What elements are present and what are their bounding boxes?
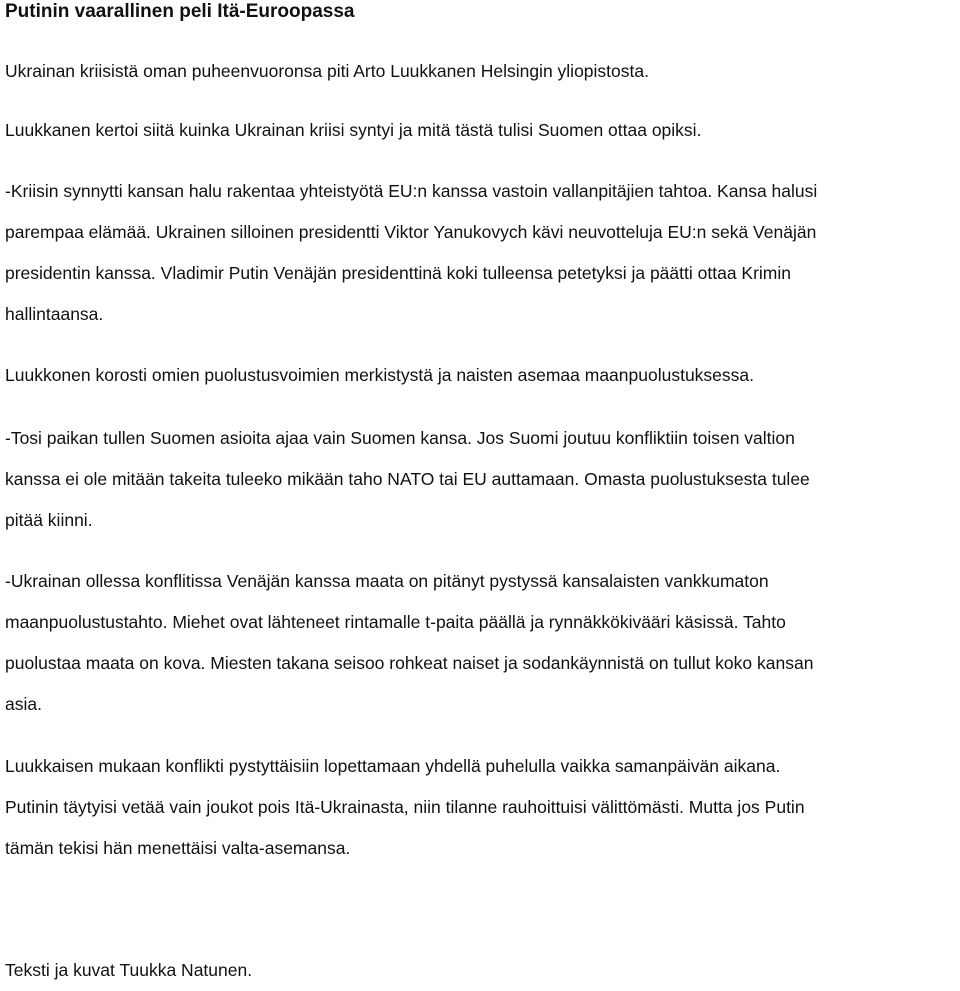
text-line: pitää kiinni. [5,510,93,530]
text-line: Luukkonen korosti omien puolustusvoimien merkistystä ja naisten asemaa maanpuolustuksessa. [5,365,755,385]
text-line: maanpuolustustahto. Miehet ovat lähteneet rintamalle t-paita päällä ja rynnäkkökivääri käsissä. Tahto [5,612,786,632]
text-line: -Kriisin synnytti kansan halu rakentaa yhteistyötä EU:n kanssa vastoin vallanpitäjien tahtoa. Kansa halusi [5,181,818,201]
text-line: parempaa elämää. Ukrainen silloinen presidentti Viktor Yanukovych kävi neuvotteluja EU:n sekä Venäjän [5,222,817,242]
text-line: Teksti ja kuvat Tuukka Natunen. [5,960,253,980]
text-line: asia. [5,694,42,714]
paragraph-will-to-defend [5,561,813,725]
text-line: hallintaansa. [5,304,104,324]
text-line: Luukkanen kertoi siitä kuinka Ukrainan kriisi syntyi ja mitä tästä tulisi Suomen ottaa opiksi. [5,120,702,140]
paragraph-conflict-end [5,746,805,869]
text-line: Luukkaisen mukaan konflikti pystyttäisiin lopettamaan yhdellä puhelulla vaikka samanpäivän aikana. [5,756,781,776]
paragraph-crisis [5,171,817,335]
text-line: kanssa ei ole mitään takeita tuleeko mikään taho NATO tai EU auttamaan. Omasta puolustuksesta tulee [5,469,810,489]
document-title: Putinin vaarallinen peli Itä-Euroopassa [5,1,355,22]
text-line: tämän tekisi hän menettäisi valta-asemansa. [5,838,351,858]
paragraph-defense [5,355,754,396]
paragraph-credits [5,950,252,991]
paragraph-intro [5,51,649,92]
text-line: puolustaa maata on kova. Miesten takana seisoo rohkeat naiset ja sodankäynnistä on tullut koko kansan [5,653,814,673]
text-line: Putinin täytyisi vetää vain joukot pois Itä-Ukrainasta, niin tilanne rauhoittuisi välittömästi. Mutta jos Putin [5,797,805,817]
paragraph-summary [5,110,701,151]
text-line: -Ukrainan ollessa konflitissa Venäjän kanssa maata on pitänyt pystyssä kansalaisten vankkumaton [5,571,769,591]
paragraph-sovereignty [5,418,810,541]
text-line: Ukrainan kriisistä oman puheenvuoronsa piti Arto Luukkanen Helsingin yliopistosta. [5,61,649,81]
text-line: -Tosi paikan tullen Suomen asioita ajaa vain Suomen kansa. Jos Suomi joutuu konfliktiin toisen valtion [5,428,795,448]
text-line: presidentin kanssa. Vladimir Putin Venäjän presidenttinä koki tulleensa petetyksi ja päätti ottaa Krimin [5,263,791,283]
